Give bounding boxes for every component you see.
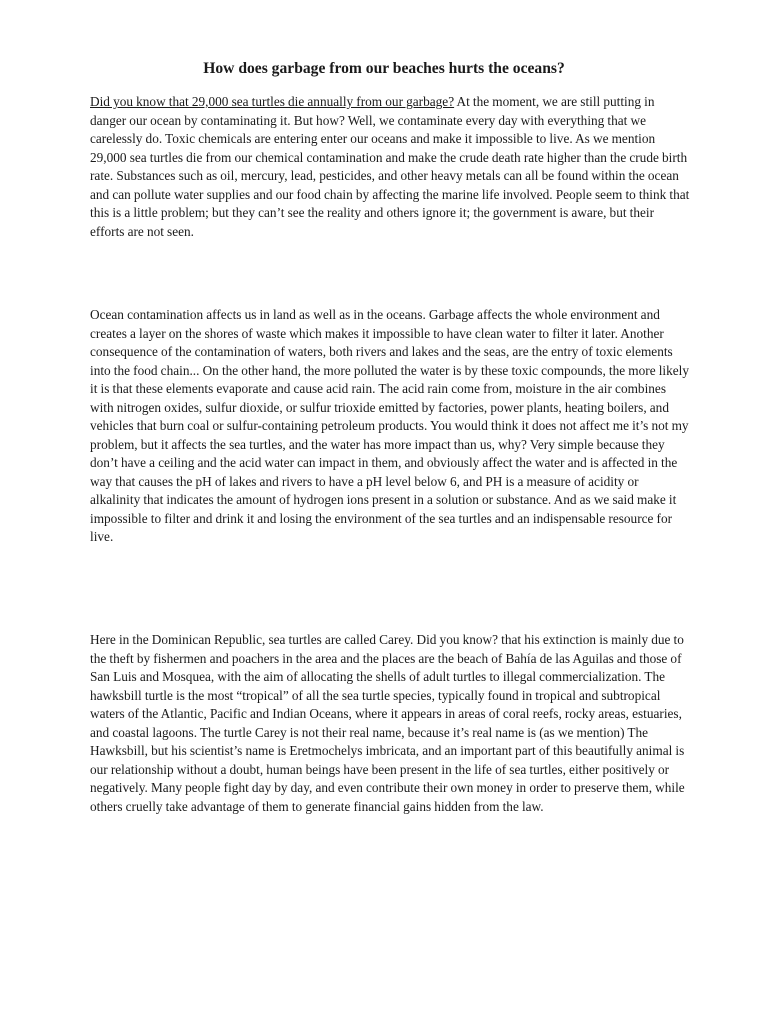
paragraph-1-body: At the moment, we are still putting in danger our ocean by contaminating it. But how? Well, we contaminate every day with everything that we carelessly do. Toxic chemicals are entering enter our oceans and make it impossible to live. As we mention 29,000 sea turtles die from our chemical contamination and make the crude death rate higher than the crude birth rate. Substances such as oil, mercury, lead, pesticides, and other heavy metals can all be found within the ocean and can pollute water supplies and our food chain by affecting the marine life involved. People seem to think that this is a little problem; but they can’t see the reality and others ignore it; the government is aware, but their efforts are not seen. xyxy=(90,94,690,239)
paragraph-1-lead-underlined: Did you know that 29,000 sea turtles die annually from our garbage? xyxy=(90,94,455,109)
paragraph-3: Here in the Dominican Republic, sea turtles are called Carey. Did you know? that his extinction is mainly due to the theft by fishermen and poachers in the area and the places are the beach of Bahía de las Aguilas and those of San Luis and Mosquea, with the aim of allocating the shells of adult turtles to illegal commercialization. The hawksbill turtle is the most “tropical” of all the sea turtle species, typically found in tropical and subtropical waters of the Atlantic, Pacific and Indian Oceans, where it appears in areas of coral reefs, rocky areas, estuaries, and coastal lagoons. The turtle Carey is not their real name, because it’s real name is (as we mention) The Hawksbill, but his scientist’s name is Eretmochelys imbricata, and an important part of this beautifully animal is our relationship without a doubt, human beings have been present in the life of sea turtles, either positively or negatively. Many people fight day by day, and even contribute their own money in order to preserve them, while others cruelly take advantage of them to generate financial gains hidden from the law. xyxy=(90,632,685,814)
paragraph-1 xyxy=(90,93,690,241)
paragraph-2: Ocean contamination affects us in land as well as in the oceans. Garbage affects the whole environment and creates a layer on the shores of waste which makes it impossible to have clean water to filter it later. Another consequence of the contamination of waters, both rivers and lakes and the seas, are the entry of toxic elements into the food chain... On the other hand, the more polluted the water is by these toxic compounds, the more likely it is that these elements evaporate and cause acid rain. The acid rain come from, moisture in the air combines with nitrogen oxides, sulfur dioxide, or sulfur trioxide emitted by factories, power plants, heating boilers, and vehicles that burn coal or sulfur-containing petroleum products. You would think it does not affect me it’s not my problem, but it affects the sea turtles, and the water has more impact than us, why? Very simple because they don’t have a ceiling and the acid water can impact in them, and obviously affect the water and is affected in the way that causes the pH of lakes and rivers to have a pH level below 6, and PH is a measure of acidity or alkalinity that indicates the amount of hydrogen ions present in a solution or substance. And as we said make it impossible to filter and drink it and losing the environment of the sea turtles and an indispensable resource for live. xyxy=(90,307,690,544)
document-title: How does garbage from our beaches hurts the oceans? xyxy=(203,60,565,77)
